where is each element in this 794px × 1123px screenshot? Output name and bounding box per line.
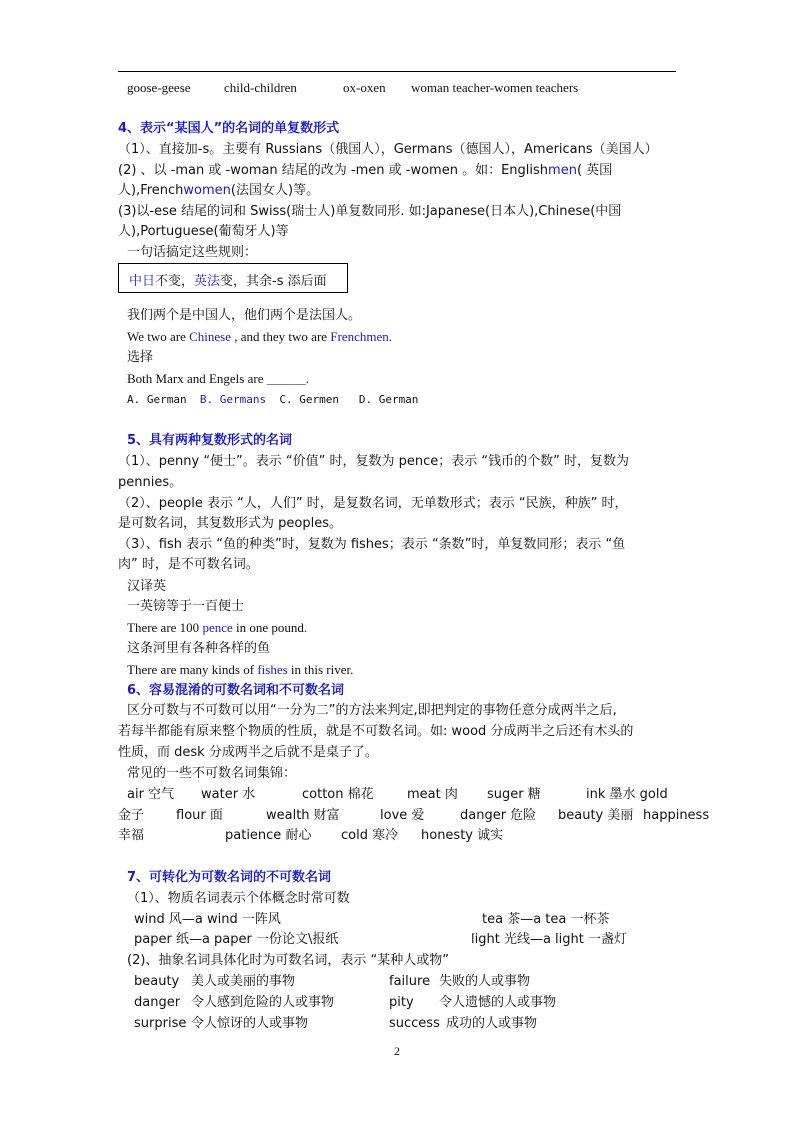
header-rule: [118, 71, 676, 72]
s7-row1-word1: beauty: [134, 974, 180, 989]
uncountable-wealth: wealth 财富: [266, 808, 340, 823]
s4-ex-d: Frenchmen: [330, 329, 389, 344]
uncountable-cotton: cotton 棉花: [302, 787, 374, 802]
s4-line-3: [118, 182, 319, 200]
s4-example-cn: 我们两个是中国人，他们两个是法国人。: [127, 308, 362, 323]
s5-line-1: （1）、penny “便士”。表示 “价值” 时，复数为 pence；表示 “钱币的个数” 时，复数为: [118, 454, 630, 469]
s5-l11-b: fishes: [257, 662, 288, 677]
s4-options: [127, 391, 418, 409]
plural-example-1: goose-geese: [127, 80, 191, 95]
rule-box-d: 变，其余-s 添后面: [220, 274, 327, 289]
s7-paper: paper 纸—a paper 一份论文\报纸: [134, 932, 339, 947]
plural-example-2: child-children: [224, 80, 297, 95]
rule-box-text: [129, 270, 327, 289]
s7-row2-meaning2: 令人遗憾的人或事物: [439, 995, 557, 1010]
s7-row1-meaning2: 失败的人或事物: [439, 974, 531, 989]
s5-l11-a: There are many kinds of: [127, 662, 258, 677]
s4-line-2-highlight: men: [548, 163, 577, 178]
uncountable-beauty: beauty 美丽: [558, 808, 634, 823]
s6-line-4: 常见的一些不可数名词集锦：: [127, 766, 297, 781]
s4-line-2-text: (2) 、以 -man 或 -woman 结尾的改为 -men 或 -women 。如：English: [118, 163, 549, 178]
s4-option-a: A. German: [127, 393, 187, 406]
s4-line-3-b: (法国女人)等。: [230, 183, 320, 198]
s4-question: Both Marx and Engels are ＿＿＿.: [127, 371, 309, 386]
uncountable-air: air 空气: [127, 787, 175, 802]
plural-example-4: woman teacher-women teachers: [411, 80, 579, 95]
rule-box-a: 中日: [129, 274, 156, 289]
uncountable-flour: flour 面: [176, 808, 223, 823]
uncountable-patience: patience 耐心: [225, 828, 312, 843]
page-number: 2: [394, 1044, 400, 1058]
s4-line-3-highlight: women: [183, 183, 231, 198]
s7-tea: tea 茶—a tea 一杯茶: [482, 912, 610, 927]
s5-line-5: （3）、fish 表示 “鱼的种类”时，复数为 fishes；表示 “条数”时，单复数同形；表示 “鱼: [118, 537, 626, 552]
s4-option-c: C. Germen: [279, 393, 339, 406]
s5-l11-c: in this river.: [287, 662, 354, 677]
section-7-title: 7、可转化为可数名词的不可数名词: [127, 870, 332, 885]
s7-row2-meaning1: 令人感到危险的人或事物: [191, 995, 335, 1010]
rule-box-b: 不变，: [155, 274, 195, 289]
uncountable-suger: suger 糖: [487, 787, 541, 802]
s7-row3-word2: success: [389, 1016, 440, 1031]
s5-line-3: （2）、people 表示 “人，人们” 时，是复数名词，无单数形式；表示 “民族，种族” 时，: [118, 496, 628, 511]
uncountable-happiness: happiness: [643, 808, 710, 823]
plural-example-3: ox-oxen: [343, 80, 386, 95]
s4-ex-c: , and they two are: [231, 329, 331, 344]
s7-row3-word1: surprise: [134, 1016, 187, 1031]
s7-row1-word2: failure: [389, 974, 431, 989]
s7-wind: wind 风—a wind 一阵风: [134, 912, 281, 927]
s5-line-7: 汉译英: [127, 579, 167, 594]
uncountable-danger: danger 危险: [460, 808, 537, 823]
s4-line-1: （1）、直接加-s。主要有 Russians（俄国人），Germans（德国人），Americans（美国人）: [118, 142, 658, 157]
s5-l9-b: pence: [202, 620, 233, 635]
s7-row1-meaning1: 美人或美丽的事物: [191, 974, 296, 989]
uncountable-love: love 爱: [380, 808, 425, 823]
s4-option-d: D. German: [358, 393, 419, 406]
s5-line-6: 肉” 时，是不可数名词。: [118, 557, 259, 572]
s5-l9-c: in one pound.: [232, 620, 308, 635]
s5-line-4: 是可数名词，其复数形式为 peoples。: [118, 516, 342, 531]
s4-ex-b: Chinese: [189, 329, 232, 344]
uncountable-cold: cold 寒冷: [341, 828, 399, 843]
s5-l9-a: There are 100: [127, 620, 203, 635]
s5-line-8: 一英镑等于一百便士: [127, 599, 245, 614]
s4-line-3-a: 人),French: [118, 183, 184, 198]
uncountable-ink-gold: ink 墨水 gold: [586, 787, 668, 802]
s7-line-1: （1）、物质名词表示个体概念时常可数: [127, 891, 350, 906]
section-4-title: 4、表示“某国人”的名词的单复数形式: [118, 121, 340, 136]
section-6-title: 6、容易混淆的可数名词和不可数名词: [127, 683, 345, 698]
s5-line-2: pennies。: [118, 475, 183, 490]
s7-row2-word1: danger: [134, 995, 181, 1010]
rule-box-c: 英法: [194, 274, 221, 289]
uncountable-happiness-cn: 幸福: [118, 828, 145, 843]
s4-ex-e: .: [388, 329, 393, 344]
s7-row3-meaning1: 令人惊讶的人或事物: [191, 1016, 309, 1031]
s4-example-en: [127, 328, 392, 346]
uncountable-water: water 水: [201, 787, 256, 802]
uncountable-meat: meat 肉: [407, 787, 458, 802]
s5-line-10: 这条河里有各种各样的鱼: [127, 641, 271, 656]
s4-line-4: (3)以-ese 结尾的词和 Swiss(瑞士人)单复数同形. 如:Japanese(日本人),Chinese(中国: [118, 204, 622, 219]
s5-line-11: [127, 661, 353, 679]
s6-line-1: 区分可数与不可数可以用“一分为二”的方法来判定,即把判定的事物任意分成两半之后,: [127, 703, 617, 718]
rule-box: [118, 263, 348, 293]
s4-line-6: 一句话搞定这些规则：: [127, 245, 258, 260]
s4-option-b: B. Germans: [199, 393, 267, 406]
s6-line-2: 若每半都能有原来整个物质的性质，就是不可数名词。如: wood 分成两半之后还有木头的: [118, 724, 634, 739]
s4-line-5: 人),Portuguese(葡萄牙人)等: [118, 224, 289, 239]
uncountable-honesty: honesty 诚实: [421, 828, 504, 843]
uncountable-gold-cn: 金子: [118, 808, 145, 823]
s7-row2-word2: pity: [389, 995, 414, 1010]
s4-ex-a: We two are: [127, 329, 190, 344]
s6-line-3: 性质，而 desk 分成两半之后就不是桌子了。: [118, 745, 378, 760]
s4-line-2: [118, 162, 612, 180]
s4-choose: 选择: [127, 350, 154, 365]
s7-row3-meaning2: 成功的人或事物: [446, 1016, 538, 1031]
s4-line-2-end: ( 英国: [576, 163, 613, 178]
s7-line-2: (2)、抽象名词具体化时为可数名词，表示 “某种人或物”: [127, 953, 450, 968]
s7-light: light 光线—a light 一盏灯: [471, 932, 627, 947]
s5-line-9: [127, 619, 307, 637]
section-5-title: 5、具有两种复数形式的名词: [127, 433, 293, 448]
